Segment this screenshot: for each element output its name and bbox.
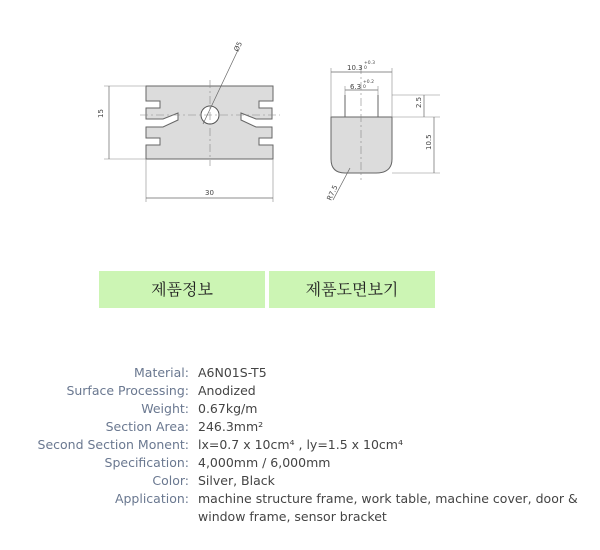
slot-outer-tol: +0.3 — [364, 61, 375, 66]
spec-label: Second Section Monent: — [37, 437, 189, 452]
slot-inner-tol-low: 0 — [363, 85, 366, 90]
width-label: 30 — [205, 189, 214, 197]
spec-label: Section Area: — [105, 419, 189, 434]
height-label: 15 — [97, 109, 105, 118]
tab-product-info[interactable]: 제품정보 — [99, 271, 265, 308]
spec-row-color — [0, 472, 600, 490]
slot-inner-tol: +0.2 — [363, 80, 374, 85]
slot-inner-label: 6.3 — [350, 83, 362, 91]
spec-row-section-area — [0, 418, 600, 436]
spec-row-application — [0, 490, 600, 526]
spec-label: Weight: — [141, 401, 189, 416]
spec-row-weight — [0, 400, 600, 418]
profile-section-view — [97, 40, 280, 202]
slot-body — [331, 117, 392, 173]
spec-label: Surface Processing: — [66, 383, 189, 398]
spec-label: Specification: — [104, 455, 189, 470]
spec-label: Application: — [114, 491, 189, 506]
spec-label: Material: — [134, 365, 189, 380]
spec-value: 246.3mm² — [198, 419, 264, 434]
spec-value: machine structure frame, work table, machine cover, door & window frame, sensor bracket — [198, 491, 578, 524]
spec-row-specification — [0, 454, 600, 472]
spec-value: 0.67kg/m — [198, 401, 258, 416]
depth-top-label: 2.5 — [415, 96, 423, 108]
spec-value: lx=0.7 x 10cm⁴ , ly=1.5 x 10cm⁴ — [198, 437, 403, 452]
spec-row-surface — [0, 382, 600, 400]
tab-product-drawing[interactable]: 제품도면보기 — [269, 271, 435, 308]
spec-label: Color: — [152, 473, 189, 488]
spec-value: Anodized — [198, 383, 256, 398]
spec-row-material — [0, 364, 600, 382]
product-tabs — [99, 271, 437, 308]
slot-outer-tol-low: 0 — [364, 66, 367, 71]
profile-drawing — [0, 0, 600, 260]
hole-dia-label: Ø5 — [232, 40, 245, 53]
spec-value: 4,000mm / 6,000mm — [198, 455, 331, 470]
radius-label: R7.5 — [325, 183, 340, 202]
spec-table — [0, 364, 600, 526]
depth-label: 10.5 — [425, 134, 433, 150]
spec-value: A6N01S-T5 — [198, 365, 267, 380]
slot-detail-view — [326, 60, 440, 202]
slot-outer-label: 10.3 — [347, 64, 363, 72]
spec-row-second-moment — [0, 436, 600, 454]
spec-value: Silver, Black — [198, 473, 275, 488]
